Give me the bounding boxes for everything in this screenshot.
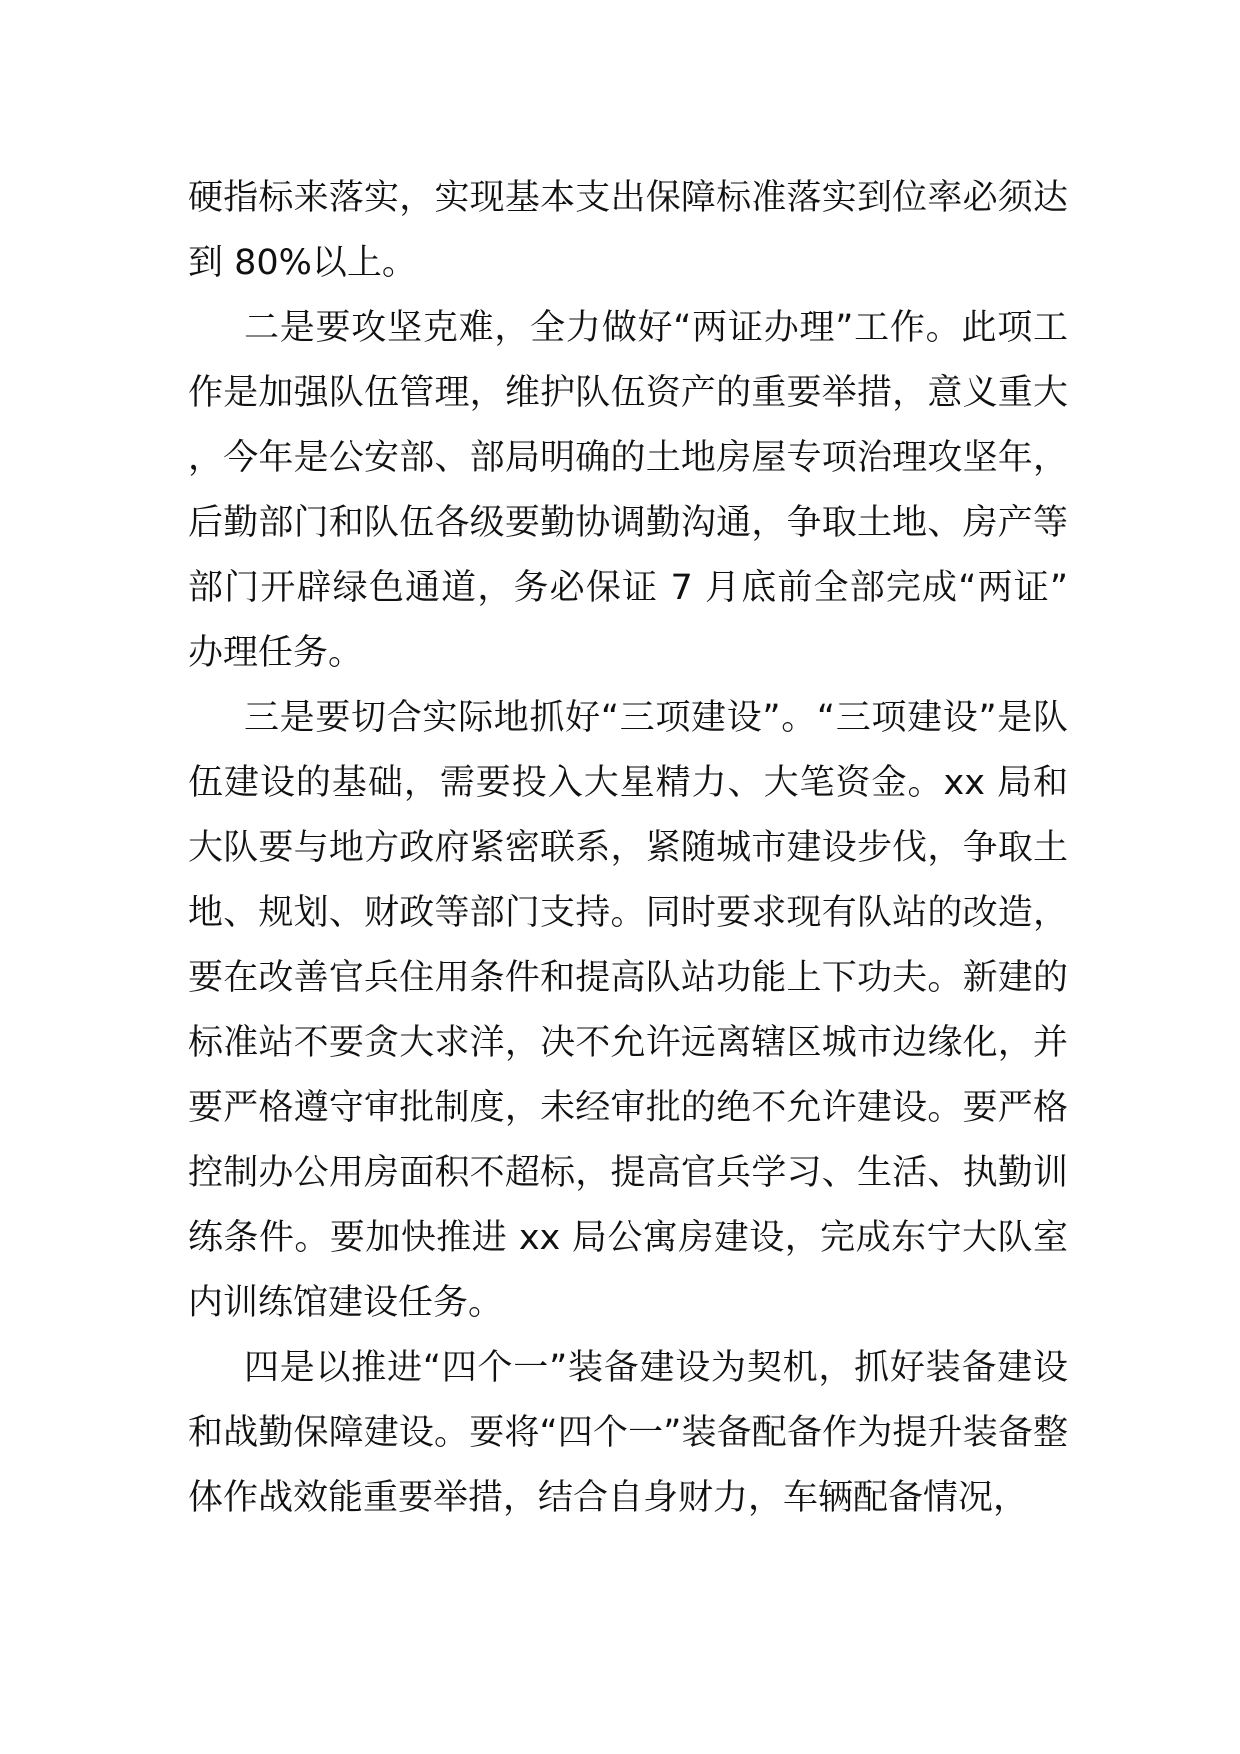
paragraph-continuation: 硬指标来落实，实现基本支出保障标准落实到位率必须达到 80%以上。 <box>188 178 1068 283</box>
paragraph-three-constructions: 三是要切合实际地抓好“三项建设”。“三项建设”是队伍建设的基础，需要投入大星精力、大笔资金。xx 局和大队要与地方政府紧密联系，紧随城市建设步伐，争取土地、规划、财政等部门支持。同时要求现有队站的改造，要在改善官兵住用条件和提高队站功能上下功夫。新建的标准站不要贪大求洋，决不允许远离辖区城市边缘化，并要严格遵守审批制度，未经审批的绝不允许建设。要严格控制办公用房面积不超标，提高官兵学习、生活、执勤训练条件。要加快推进 xx 局公寓房建设，完成东宁大队室内训练馆建设任务。 <box>188 698 1068 1323</box>
paragraph-two-certificates: 二是要攻坚克难，全力做好“两证办理”工作。此项工作是加强队伍管理，维护队伍资产的重要举措，意义重大，今年是公安部、部局明确的土地房屋专项治理攻坚年，后勤部门和队伍各级要勤协调勤沟通，争取土地、房产等部门开辟绿色通道，务必保证 7 月底前全部完成“两证”办理任务。 <box>188 308 1068 673</box>
document-body <box>188 166 1068 1531</box>
paragraph-four-ones-equipment: 四是以推进“四个一”装备建设为契机，抓好装备建设和战勤保障建设。要将“四个一”装备配备作为提升装备整体作战效能重要举措，结合自身财力，车辆配备情况， <box>188 1348 1068 1518</box>
